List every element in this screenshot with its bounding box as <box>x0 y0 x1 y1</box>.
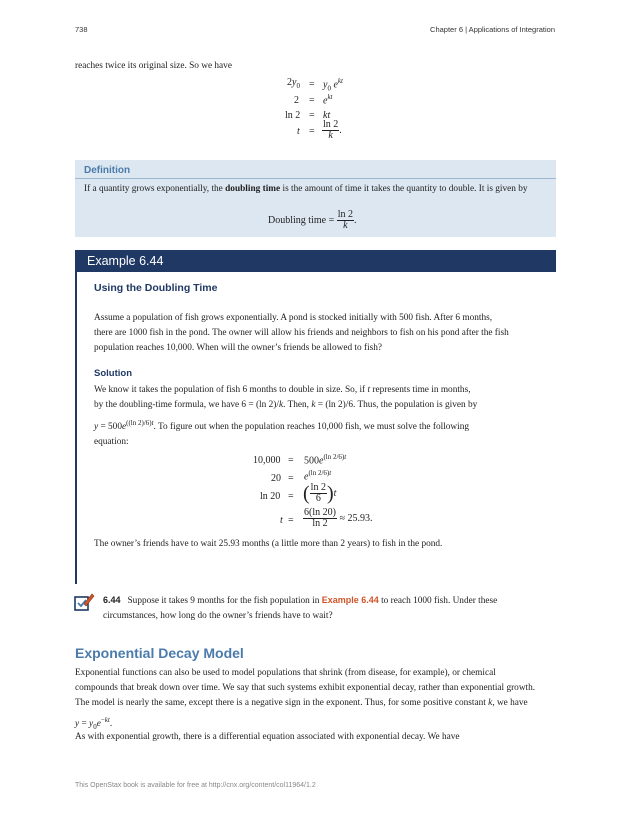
section-paragraph-2: As with exponential growth, there is a differential equation associated with exponential decay. We have <box>75 732 460 742</box>
page-number: 738 <box>75 25 88 34</box>
solution-text: We know it takes the population of fish 6 months to double in size. So, if t represents time in months, by the doubling-time formula, we have 6 = (ln 2)/k. Then, k = (ln 2)/6. Thus, the population is given by $y = 500e^{((ln 2)/6)t}$. To figure out when the population reaches 10,000 fish, we must solve the following equation: <box>94 385 478 448</box>
example-title: Using the Doubling Time <box>94 282 218 294</box>
example-label: Example 6.44 <box>87 254 164 268</box>
doubling-time-term: doubling time <box>225 184 281 194</box>
definition-box <box>75 160 556 237</box>
example-conclusion: The owner’s friends have to wait 25.93 months (a little more than 2 years) to fish in the pond. <box>94 539 443 549</box>
solution-label: Solution <box>94 368 132 379</box>
definition-title: Definition <box>84 165 131 176</box>
section-paragraph: Exponential functions can also be used to model populations that shrink (from disease, for example), or chemical compounds that break down over time. We say that such systems exhibit exponential decay, rather than exponential growth. The model is nearly the same, except there is a negative sign in the exponent. Thus, for some positive constant k, we have $y = y_0e^{-kt}$. <box>75 668 536 731</box>
doubling-time-formula: Doubling time = $\frac{\ln 2}{k}$ . <box>268 209 357 231</box>
example-header <box>75 250 556 272</box>
checkbox-pencil-icon <box>73 592 95 612</box>
definition-text: If a quantity grows exponentially, the doubling time is the amount of time it takes the quantity to double. It is given by <box>84 184 528 194</box>
footer-text: This OpenStax book is available for free at http://cnx.org/content/col11964/1.2 <box>75 782 316 789</box>
section-title: Exponential Decay Model <box>75 645 244 661</box>
example-problem: Assume a population of fish grows exponentially. A pond is stocked initially with 500 fish. After 6 months, there are 1000 fish in the pond. The owner will allow his friends and neighbors to fish on his pond after the fish population reaches 10,000. When will the owner’s friends be allowed to fish? <box>94 313 509 353</box>
example-6-44-link[interactable]: Example 6.44 <box>321 595 379 605</box>
exercise-text: 6.44 Suppose it takes 9 months for the fish population in Example 6.44 to reach 1000 fish. Under these circumstances, how long do the owner’s friends have to wait? <box>103 595 498 621</box>
intro-text: reaches twice its original size. So we have <box>75 61 232 71</box>
example-border <box>75 272 77 584</box>
chapter-title: Chapter 6 | Applications of Integration <box>430 25 555 34</box>
